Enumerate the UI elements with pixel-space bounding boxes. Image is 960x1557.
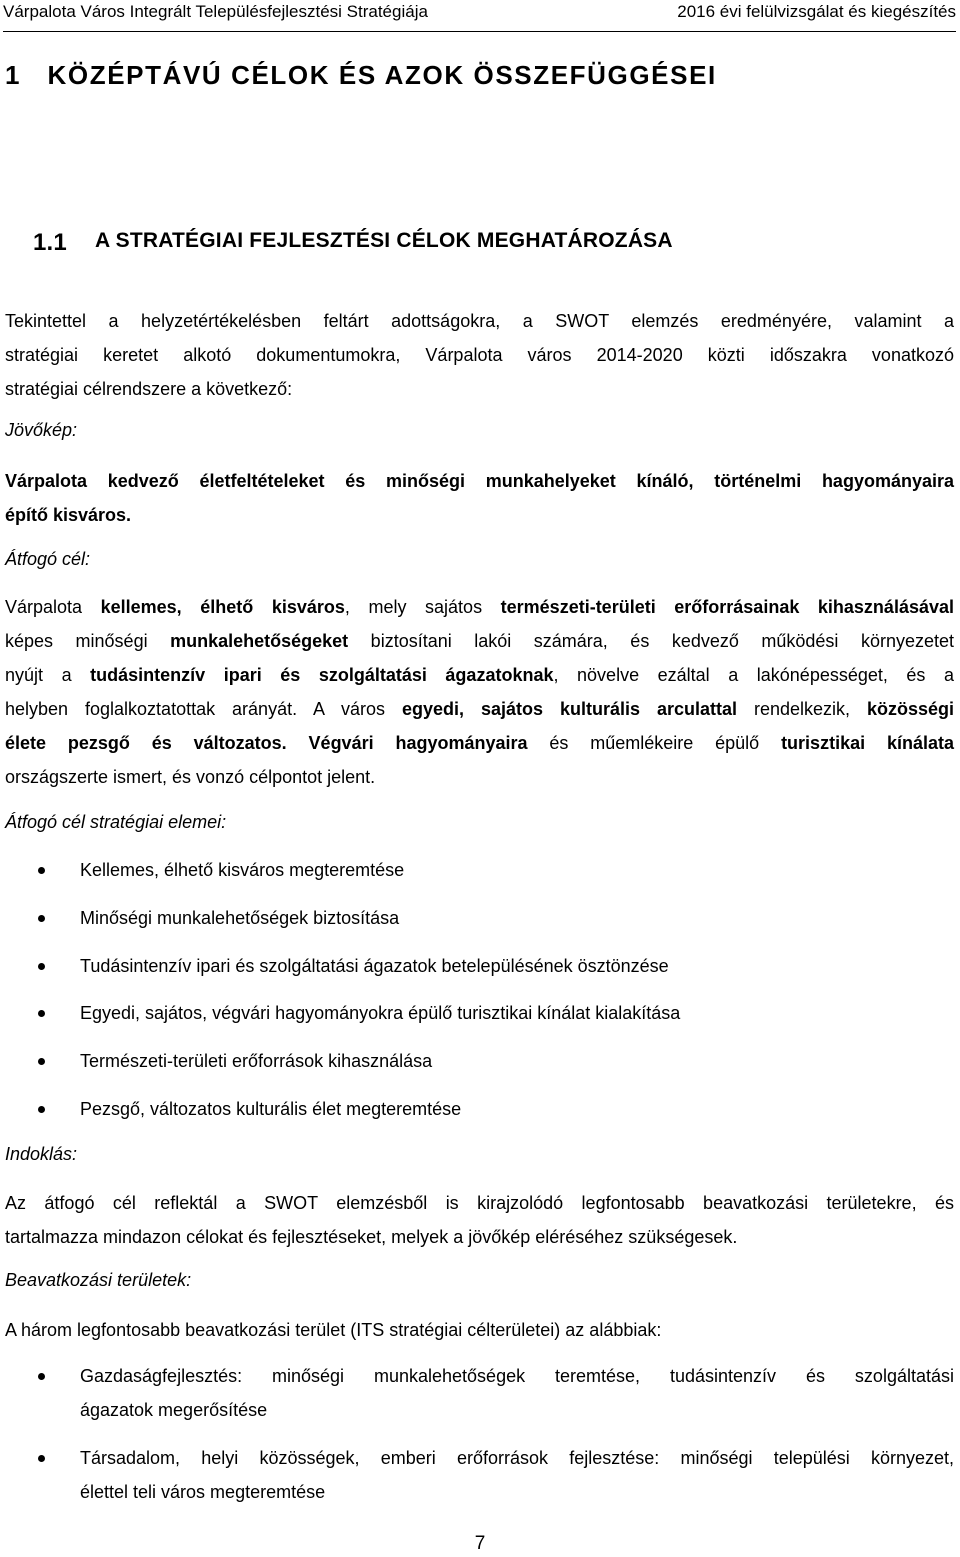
indoklas-line: Az átfogó cél reflektál a SWOT elemzésből is kirajzolódó legfontosabb beavatkozási területekre, és [5, 1193, 954, 1213]
chapter-heading: 1 KÖZÉPTÁVÚ CÉLOK ÉS AZOK ÖSSZEFÜGGÉSEI [5, 60, 717, 90]
header-title: Várpalota Város Integrált Településfejlesztési Stratégiája [3, 2, 428, 21]
header-edition: 2016 évi felülvizsgálat és kiegészítés [677, 2, 956, 21]
list-item: Gazdaságfejlesztés: minőségi munkalehetőségek teremtése, tudásintenzív és szolgáltatási ágazatok megerősítése [80, 1359, 954, 1427]
bullet-icon [38, 1010, 45, 1017]
atfogo-line: képes minőségi munkalehetőségeket biztosítani lakói számára, és kedvező működési környezetet [5, 631, 954, 651]
intro-paragraph [5, 304, 954, 406]
section-title: A STRATÉGIAI FEJLESZTÉSI CÉLOK MEGHATÁROZÁSA [95, 229, 673, 252]
atfogo-label: Átfogó cél: [5, 549, 91, 569]
jovokep-line: Várpalota kedvező életfeltételeket és minőségi munkahelyeket kínáló, történelmi hagyományaira [5, 471, 954, 491]
intro-line: Tekintettel a helyzetértékelésben feltárt adottságokra, a SWOT elemzés eredményére, valamint a [5, 311, 954, 331]
jovokep-line: építő kisváros. [5, 505, 132, 525]
bullet-icon [38, 1058, 45, 1065]
list-item: Természeti-területi erőforrások kihasználása [80, 1044, 954, 1078]
atfogo-paragraph [5, 590, 954, 794]
bullet-icon [38, 1373, 45, 1380]
atfogo-line: helyben foglalkoztatottak arányát. A város egyedi, sajátos kulturális arculattal rendelkezik, közösségi [5, 699, 954, 719]
indoklas-paragraph [5, 1186, 954, 1254]
jovokep-paragraph [5, 464, 954, 532]
page-header [3, 0, 956, 32]
elemek-label: Átfogó cél stratégiai elemei: [5, 812, 227, 832]
intro-line: stratégiai célrendszere a következő: [5, 379, 293, 399]
indoklas-label: Indoklás: [5, 1144, 78, 1164]
list-item: Kellemes, élhető kisváros megteremtése [80, 853, 954, 887]
beavatkozas-intro: A három legfontosabb beavatkozási terület (ITS stratégiai célterületei) az alábbiak: [5, 1320, 662, 1340]
list-item: Tudásintenzív ipari és szolgáltatási ágazatok betelepülésének ösztönzése [80, 949, 954, 983]
intro-line: stratégiai keretet alkotó dokumentumokra, Várpalota város 2014-2020 közti időszakra vonatkozó [5, 345, 954, 365]
indoklas-line: tartalmazza mindazon célokat és fejlesztéseket, melyek a jövőkép eléréséhez szükségesek. [5, 1227, 738, 1247]
atfogo-line: nyújt a tudásintenzív ipari és szolgáltatási ágazatoknak, növelve ezáltal a lakónépességet, és a [5, 665, 954, 685]
list-item: Pezsgő, változatos kulturális élet megteremtése [80, 1092, 954, 1126]
list-item: Egyedi, sajátos, végvári hagyományokra épülő turisztikai kínálat kialakítása [80, 996, 954, 1030]
page-number: 7 [474, 1533, 486, 1554]
bullet-icon [38, 915, 45, 922]
atfogo-line: élete pezsgő és változatos. Végvári hagyományaira és műemlékeire épülő turisztikai kínálata [5, 733, 954, 753]
bullet-icon [38, 963, 45, 970]
atfogo-line: Várpalota kellemes, élhető kisváros, mely sajátos természeti-területi erőforrásainak kihasználásával [5, 597, 954, 617]
section-heading [33, 229, 673, 257]
section-number: 1.1 [33, 229, 67, 256]
bullet-icon [38, 1455, 45, 1462]
list-item: Társadalom, helyi közösségek, emberi erőforrások fejlesztése: minőségi települési környezet, élettel teli város megteremtése [80, 1441, 954, 1509]
beavatkozas-label: Beavatkozási területek: [5, 1270, 192, 1290]
jovokep-label: Jövőkép: [5, 420, 78, 440]
list-item: Minőségi munkalehetőségek biztosítása [80, 901, 954, 935]
atfogo-line: országszerte ismert, és vonzó célpontot jelent. [5, 767, 376, 787]
bullet-icon [38, 867, 45, 874]
bullet-icon [38, 1106, 45, 1113]
